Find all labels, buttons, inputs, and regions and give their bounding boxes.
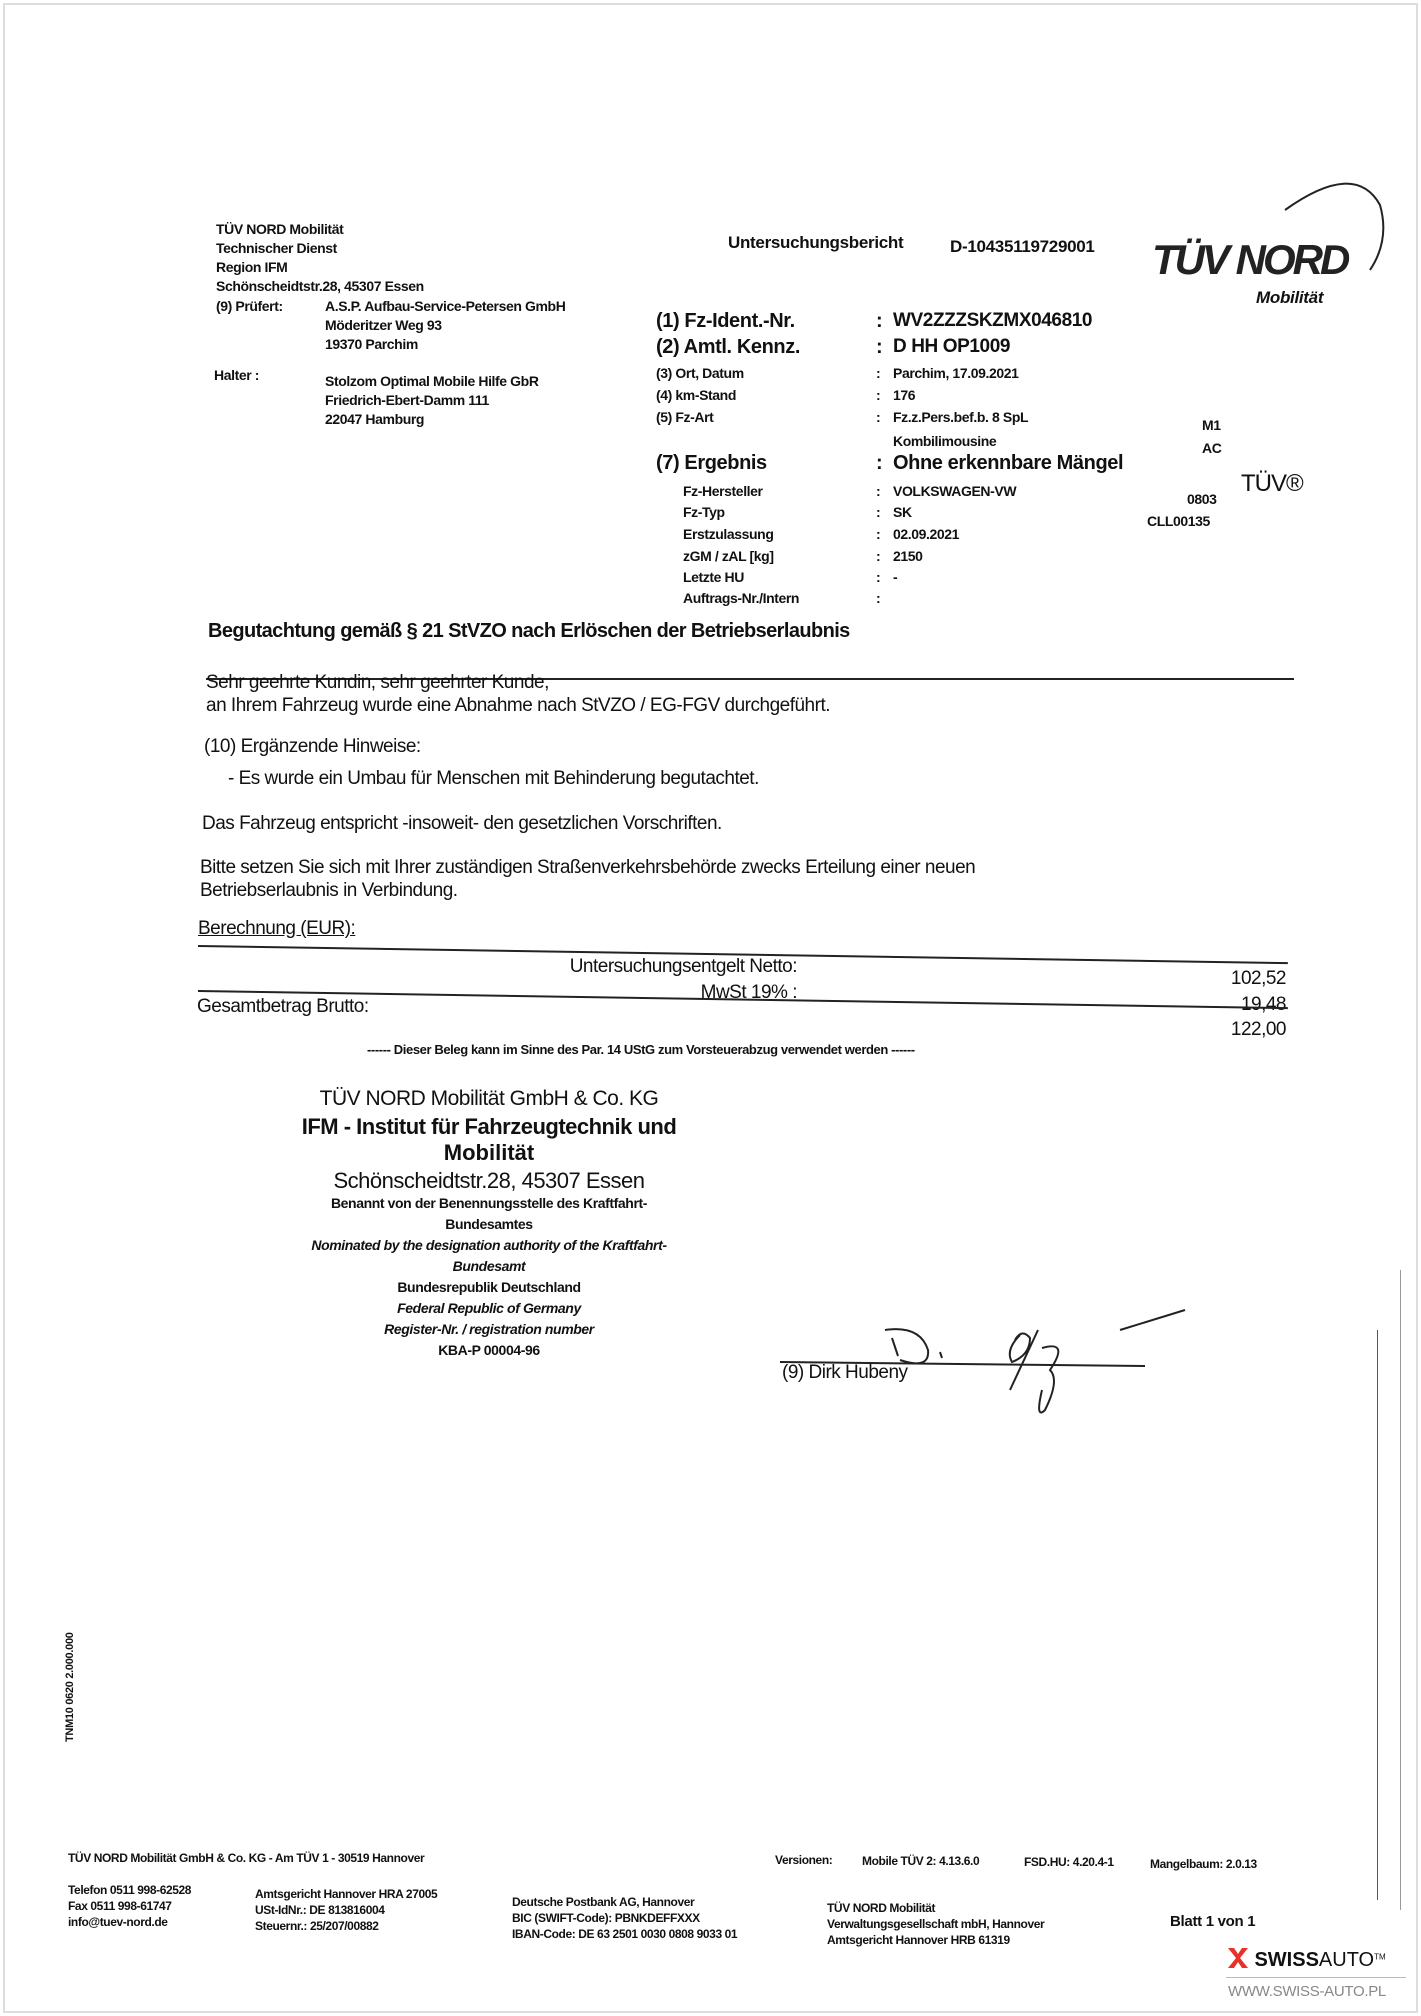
footer-line: Steuernr.: 25/207/00882: [255, 1919, 379, 1933]
swiss-cross-icon: [1226, 1946, 1250, 1970]
mwst-value: 19,48: [1240, 994, 1286, 1015]
field-separator: :: [876, 590, 881, 606]
field-separator: :: [876, 548, 881, 564]
issuer-line: TÜV NORD Mobilität: [216, 221, 344, 237]
field-value: 2150: [893, 548, 923, 564]
field-separator: :: [876, 365, 881, 381]
request-text: Bitte setzen Sie sich mit Ihrer zuständigen Straßenverkehrsbehörde zwecks Erteilung einer neuen: [200, 857, 976, 878]
request-text: Betriebserlaubnis in Verbindung.: [200, 880, 458, 901]
stamp-nomination-de: Bundesamtes: [445, 1216, 533, 1232]
margin-line: [1400, 1270, 1401, 1910]
tuv-mark: TÜV®: [1241, 470, 1303, 497]
footer-line: USt-IdNr.: DE 813816004: [255, 1903, 385, 1917]
issuer-line: Region IFM: [216, 259, 288, 275]
calc-title: Berechnung (EUR):: [198, 918, 356, 939]
field-separator: :: [876, 569, 881, 585]
stamp-institute: IFM - Institut für Fahrzeugtechnik und: [301, 1114, 677, 1139]
netto-value: 102,52: [1230, 968, 1286, 989]
field-label: Letzte HU: [683, 569, 744, 585]
version-fsd: FSD.HU: 4.20.4-1: [1024, 1855, 1114, 1869]
field-value: Fz.z.Pers.bef.b. 8 SpL: [893, 409, 1029, 425]
brutto-label: Gesamtbetrag Brutto:: [197, 996, 369, 1017]
field-value: -: [893, 569, 898, 585]
field-value: Kombilimousine: [893, 433, 997, 449]
footer-line: Telefon 0511 998-62528: [68, 1883, 192, 1897]
watermark-tm: TM: [1374, 1952, 1386, 1962]
body-code: AC: [1202, 440, 1222, 456]
field-value: SK: [893, 504, 912, 520]
field-value: 02.09.2021: [893, 526, 960, 542]
field-value: Ohne erkennbare Mängel: [893, 452, 1124, 474]
field-label: (3) Ort, Datum: [656, 365, 744, 381]
footer-line: BIC (SWIFT-Code): PBNKDEFFXXX: [512, 1911, 700, 1925]
footer-line: Amtsgericht Hannover HRB 61319: [827, 1933, 1010, 1947]
stamp-nomination-en: Nominated by the designation authority of the Kraftfahrt-: [311, 1237, 667, 1253]
issuer-line: Technischer Dienst: [216, 240, 337, 256]
halter-line: Stolzom Optimal Mobile Hilfe GbR: [325, 373, 539, 389]
class-code: M1: [1202, 417, 1221, 433]
issuer-line: Schönscheidtstr.28, 45307 Essen: [216, 278, 424, 294]
footer-line: info@tuev-nord.de: [68, 1915, 168, 1929]
version-mangelbaum: Mangelbaum: 2.0.13: [1150, 1857, 1257, 1871]
pruefer-line: Möderitzer Weg 93: [325, 317, 442, 333]
swissauto-watermark: [1226, 1946, 1386, 1972]
stamp-institute: Mobilität: [443, 1140, 535, 1165]
netto-label: Untersuchungsentgelt Netto:: [569, 956, 797, 977]
field-separator: :: [876, 409, 881, 425]
field-value: D HH OP1009: [893, 336, 1011, 357]
field-separator: :: [876, 310, 883, 332]
field-label: Erstzulassung: [683, 526, 774, 542]
margin-line: [1377, 1330, 1378, 1900]
pruefer-line: 19370 Parchim: [325, 336, 418, 352]
stamp-register-number: KBA-P 00004-96: [438, 1342, 540, 1358]
pruefer-label: (9) Prüfert:: [216, 298, 283, 314]
field-value: WV2ZZZSKZMX046810: [893, 310, 1093, 331]
notes-label: (10) Ergänzende Hinweise:: [204, 736, 421, 757]
brutto-value: 122,00: [1230, 1019, 1286, 1040]
halter-address: [325, 372, 539, 429]
field-label: (7) Ergebnis: [656, 452, 767, 474]
tax-note: ------ Dieser Beleg kann im Sinne des Par. 14 UStG zum Vorsteuerabzug verwendet werden ------: [367, 1042, 915, 1057]
versions-label: Versionen:: [775, 1853, 833, 1867]
footer-line: TÜV NORD Mobilität: [827, 1901, 936, 1915]
report-title: Untersuchungsbericht: [728, 233, 904, 252]
footer-legal: [255, 1886, 437, 1934]
field-label: (1) Fz-Ident.-Nr.: [656, 310, 795, 332]
field-label: zGM / zAL [kg]: [683, 548, 774, 564]
watermark-brand: SWISS: [1254, 1949, 1319, 1971]
field-value: Parchim, 17.09.2021: [893, 365, 1019, 381]
footer-line: Fax 0511 998-61747: [68, 1899, 172, 1913]
tuv-nord-logo: TÜV NORD: [1152, 236, 1348, 283]
stamp-register-label: Register-Nr. / registration number: [384, 1321, 594, 1337]
watermark-divider: [1226, 1977, 1406, 1978]
logo-subtitle: Mobilität: [1256, 288, 1324, 307]
field-separator: :: [876, 483, 881, 499]
field-value: 176: [893, 387, 916, 403]
halter-line: Friedrich-Ebert-Damm 111: [325, 392, 489, 408]
footer-line: Amtsgericht Hannover HRA 27005: [255, 1887, 438, 1901]
footer-line: Deutsche Postbank AG, Hannover: [512, 1895, 695, 1909]
field-label: (5) Fz-Art: [656, 409, 714, 425]
signer-name: (9) Dirk Hubeny: [782, 1362, 908, 1383]
stamp-nomination-en: Bundesamt: [452, 1258, 526, 1274]
pruefer-line: A.S.P. Aufbau-Service-Petersen GmbH: [325, 298, 566, 314]
footer-admin: [827, 1900, 1044, 1948]
field-value: VOLKSWAGEN-VW: [893, 483, 1017, 499]
watermark-brand: AUTO: [1318, 1949, 1375, 1971]
mwst-label: MwSt 19% :: [700, 982, 797, 1003]
field-label: Fz-Hersteller: [683, 483, 763, 499]
field-separator: :: [876, 452, 883, 474]
pruefer-address: [325, 297, 565, 354]
report-number: D-10435119729001: [950, 237, 1095, 256]
page-number: Blatt 1 von 1: [1170, 1913, 1256, 1930]
footer-company: TÜV NORD Mobilität GmbH & Co. KG - Am TÜV 1 - 30519 Hannover: [68, 1851, 425, 1865]
report-heading: Begutachtung gemäß § 21 StVZO nach Erlöschen der Betriebserlaubnis: [208, 620, 850, 642]
stamp-company: TÜV NORD Mobilität GmbH & Co. KG: [319, 1087, 659, 1110]
field-label: (4) km-Stand: [656, 387, 736, 403]
footer-contact: [68, 1882, 191, 1930]
issuer-block: [216, 220, 424, 296]
footer-bank: [512, 1894, 737, 1942]
field-separator: :: [876, 387, 881, 403]
footer-line: Verwaltungsgesellschaft mbH, Hannover: [827, 1917, 1045, 1931]
intro-text: an Ihrem Fahrzeug wurde eine Abnahme nach StVZO / EG-FGV durchgeführt.: [206, 695, 830, 716]
code-cll: CLL00135: [1147, 513, 1210, 529]
field-label: (2) Amtl. Kennz.: [656, 336, 800, 358]
greeting: Sehr geehrte Kundin, sehr geehrter Kunde,: [206, 672, 549, 693]
form-code: TNM10 0620 2.000.000: [64, 1632, 76, 1742]
conformity-text: Das Fahrzeug entspricht -insoweit- den gesetzlichen Vorschriften.: [202, 813, 722, 834]
footer-line: IBAN-Code: DE 63 2501 0030 0808 9033 01: [512, 1927, 738, 1941]
stamp-nomination-de: Benannt von der Benennungsstelle des Kraftfahrt-: [330, 1195, 648, 1211]
watermark-url: WWW.SWISS-AUTO.PL: [1228, 1983, 1386, 2000]
halter-line: 22047 Hamburg: [325, 411, 425, 427]
note-item: - Es wurde ein Umbau für Menschen mit Behinderung begutachtet.: [228, 768, 759, 789]
stamp-address: Schönscheidtstr.28, 45307 Essen: [333, 1168, 645, 1193]
code-0803: 0803: [1187, 491, 1217, 507]
field-label: Auftrags-Nr./Intern: [683, 590, 800, 606]
field-separator: :: [876, 526, 881, 542]
version-mobile: Mobile TÜV 2: 4.13.6.0: [862, 1854, 980, 1868]
stamp-country: Federal Republic of Germany: [397, 1300, 581, 1316]
stamp-block: [239, 1088, 739, 1360]
field-separator: :: [876, 336, 883, 358]
stamp-country: Bundesrepublik Deutschland: [397, 1279, 581, 1295]
field-label: Fz-Typ: [683, 504, 725, 520]
halter-label: Halter :: [214, 367, 260, 383]
field-separator: :: [876, 504, 881, 520]
